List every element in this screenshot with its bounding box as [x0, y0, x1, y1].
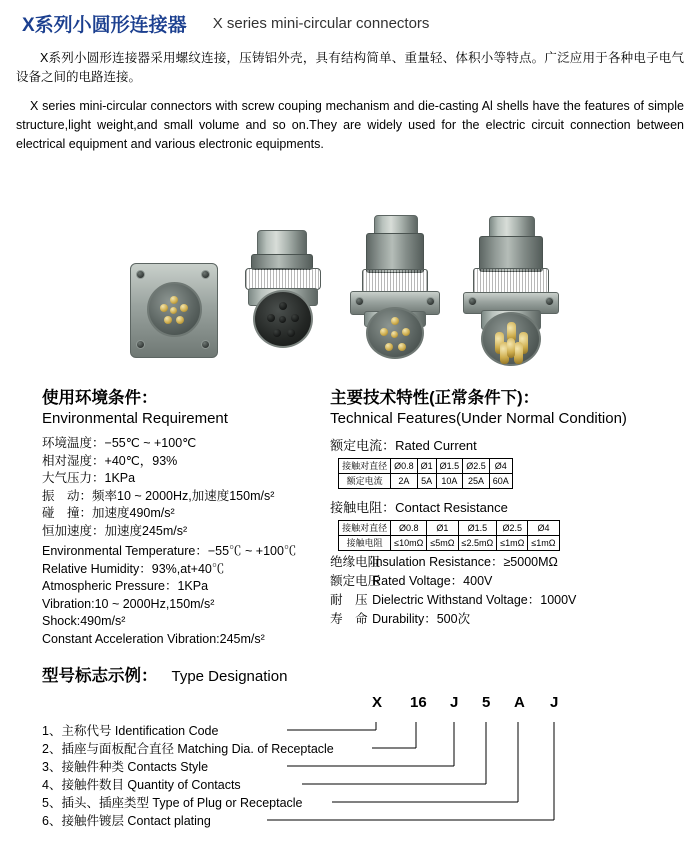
contact-resistance-size-0: Ø0.8 — [391, 521, 427, 536]
rated-voltage-line — [330, 572, 684, 591]
legend-item-1: 1、主称代号 Identification Code — [42, 724, 219, 738]
env-row-humidity — [42, 453, 320, 471]
env-row-shock — [42, 505, 320, 523]
env-row-vibration — [42, 488, 320, 506]
contact-resistance-value-4: ≤1mΩ — [528, 536, 559, 551]
env-row-shock-value: 加速度490m/s² — [92, 506, 175, 520]
env-row-humidity-label: 相对湿度： — [42, 453, 105, 468]
product-photo-cable-plug-black-insert — [243, 230, 323, 350]
rated-voltage-text: Rated Voltage：400V — [372, 574, 493, 588]
env-row-acceleration-label: 恒加速度： — [42, 523, 105, 538]
rated-current-value-3: 25A — [463, 474, 490, 489]
table-row — [339, 536, 559, 551]
intro-paragraph-en: X series mini-circular connectors with screw couping mechanism and die-casting Al shells have the features of simple structure,light weight,and small volume and so on.They are widely used for the electric circuit connection between electrical equipment and various electronic equipments. — [16, 99, 684, 151]
rated-current-head-current: 额定电流 — [339, 474, 391, 489]
type-designation-heading-en: Type Designation — [171, 668, 288, 685]
type-code-row — [42, 694, 700, 718]
rated-voltage-label-cn: 额定电压 — [330, 574, 381, 588]
environmental-requirement-section — [16, 384, 320, 648]
durability-label-cn: 寿 命 — [330, 612, 368, 626]
durability-text: Durability：500次 — [372, 612, 471, 626]
type-code-4: 5 — [482, 694, 491, 711]
environmental-heading-cn: 使用环境条件： — [42, 389, 158, 407]
contact-resistance-value-3: ≤1mΩ — [497, 536, 528, 551]
env-en-vibration: Vibration:10 ~ 2000Hz,150m/s² — [42, 596, 215, 611]
rated-current-size-2: Ø1.5 — [436, 459, 463, 474]
legend-item-4: 4、接触件数目 Quantity of Contacts — [42, 778, 241, 792]
table-row — [339, 521, 559, 536]
type-designation-section — [0, 662, 700, 830]
env-row-pressure-label: 大气压力： — [42, 471, 105, 485]
legend-item-6: 6、接触件镀层 Contact plating — [42, 814, 211, 828]
env-row-temperature-label: 环境温度： — [42, 436, 105, 450]
legend-item-3: 3、接触件种类 Contacts Style — [42, 760, 209, 774]
env-row-vibration-label: 振 动： — [42, 488, 93, 503]
contact-resistance-size-3: Ø2.5 — [497, 521, 528, 536]
contact-resistance-size-4: Ø4 — [528, 521, 559, 536]
env-row-vibration-value: 频率10 ~ 2000Hz,加速度150m/s² — [92, 488, 275, 503]
technical-heading-cn: 主要技术特性(正常条件下)： — [330, 389, 540, 407]
rated-current-size-1: Ø1 — [417, 459, 436, 474]
type-code-3: J — [450, 694, 459, 711]
env-row-temperature — [42, 435, 320, 453]
contact-resistance-head-value: 接触电阻 — [339, 536, 391, 551]
technical-heading-en: Technical Features(Under Normal Condition) — [330, 410, 627, 427]
env-row-acceleration — [42, 523, 320, 541]
env-row-humidity-value: +40℃，93% — [104, 453, 178, 468]
env-row-shock-label: 碰 撞： — [42, 506, 93, 520]
contact-resistance-table — [338, 520, 559, 551]
rated-current-value-0: 2A — [391, 474, 418, 489]
rated-current-value-1: 5A — [417, 474, 436, 489]
env-row-temperature-value: −55℃ ~ +100℃ — [104, 436, 197, 450]
legend-item-5: 5、插头、插座类型 Type of Plug or Receptacle — [42, 796, 303, 810]
contact-resistance-value-1: ≤5mΩ — [427, 536, 458, 551]
insulation-resistance-line — [330, 553, 684, 572]
rated-current-value-2: 10A — [436, 474, 463, 489]
type-designation-heading-cn: 型号标志示例： — [42, 667, 158, 685]
env-en-acceleration: Constant Acceleration Vibration:245m/s² — [42, 631, 265, 646]
contact-resistance-label: 接触电阻：Contact Resistance — [330, 500, 508, 515]
env-row-acceleration-value: 加速度245m/s² — [104, 523, 188, 538]
type-designation-legend — [42, 722, 700, 830]
env-en-shock: Shock:490m/s² — [42, 614, 126, 628]
environmental-heading-en: Environmental Requirement — [42, 410, 228, 427]
env-en-humidity: Relative Humidity：93%,at+40℃ — [42, 561, 225, 576]
technical-features-section — [320, 384, 684, 648]
rated-current-head-diameter: 接触对直径 — [339, 459, 391, 474]
insulation-resistance-label-cn: 绝缘电阻 — [330, 555, 381, 569]
legend-item-2: 2、插座与面板配合直径 Matching Dia. of Receptacle — [42, 742, 334, 756]
rated-current-label: 额定电流：Rated Current — [330, 438, 477, 453]
contact-resistance-size-2: Ø1.5 — [458, 521, 497, 536]
contact-resistance-head-diameter: 接触对直径 — [339, 521, 391, 536]
intro-section — [0, 41, 700, 154]
env-en-pressure: Atmospheric Pressure：1KPa — [42, 579, 209, 593]
type-code-5: A — [514, 694, 525, 711]
env-en-temperature: Environmental Temperature：−55℃ ~ +100℃ — [42, 544, 297, 558]
product-photo-straight-plug-with-pins — [463, 216, 559, 366]
type-code-2: 16 — [410, 694, 427, 711]
page-header — [0, 0, 700, 41]
dielectric-withstand-text: Dielectric Withstand Voltage：1000V — [372, 593, 577, 607]
page-title-cn: X系列小圆形连接器 — [22, 15, 187, 36]
rated-current-value-4: 60A — [489, 474, 512, 489]
type-designation-heading — [42, 662, 700, 686]
rated-current-size-0: Ø0.8 — [391, 459, 418, 474]
spec-columns — [0, 384, 700, 648]
page-title-en: X series mini-circular connectors — [212, 15, 430, 32]
type-code-6: J — [550, 694, 559, 711]
env-row-pressure — [42, 470, 320, 488]
contact-resistance-value-0: ≤10mΩ — [391, 536, 427, 551]
rated-current-table — [338, 458, 513, 489]
product-photo-group — [0, 168, 700, 378]
environmental-english-list — [42, 543, 320, 648]
rated-current-size-3: Ø2.5 — [463, 459, 490, 474]
product-photo-square-flange-receptacle — [130, 263, 218, 358]
rated-current-size-4: Ø4 — [489, 459, 512, 474]
table-row — [339, 459, 513, 474]
dielectric-withstand-label-cn: 耐 压 — [330, 593, 368, 607]
insulation-resistance-text: Insulation Resistance：≥5000MΩ — [372, 555, 558, 569]
contact-resistance-size-1: Ø1 — [427, 521, 458, 536]
contact-resistance-value-2: ≤2.5mΩ — [458, 536, 497, 551]
table-row — [339, 474, 513, 489]
intro-paragraph-cn: X系列小圆形连接器采用螺纹连接，压铸铝外壳，具有结构简单、重量轻、体积小等特点。广泛应用于各种电子电气设备之间的电路连接。 — [16, 51, 684, 84]
type-code-1: X — [372, 694, 383, 711]
durability-line — [330, 610, 684, 629]
product-photo-panel-mount-receptacle — [350, 215, 440, 360]
dielectric-withstand-line — [330, 591, 684, 610]
env-row-pressure-value: 1KPa — [104, 471, 136, 485]
